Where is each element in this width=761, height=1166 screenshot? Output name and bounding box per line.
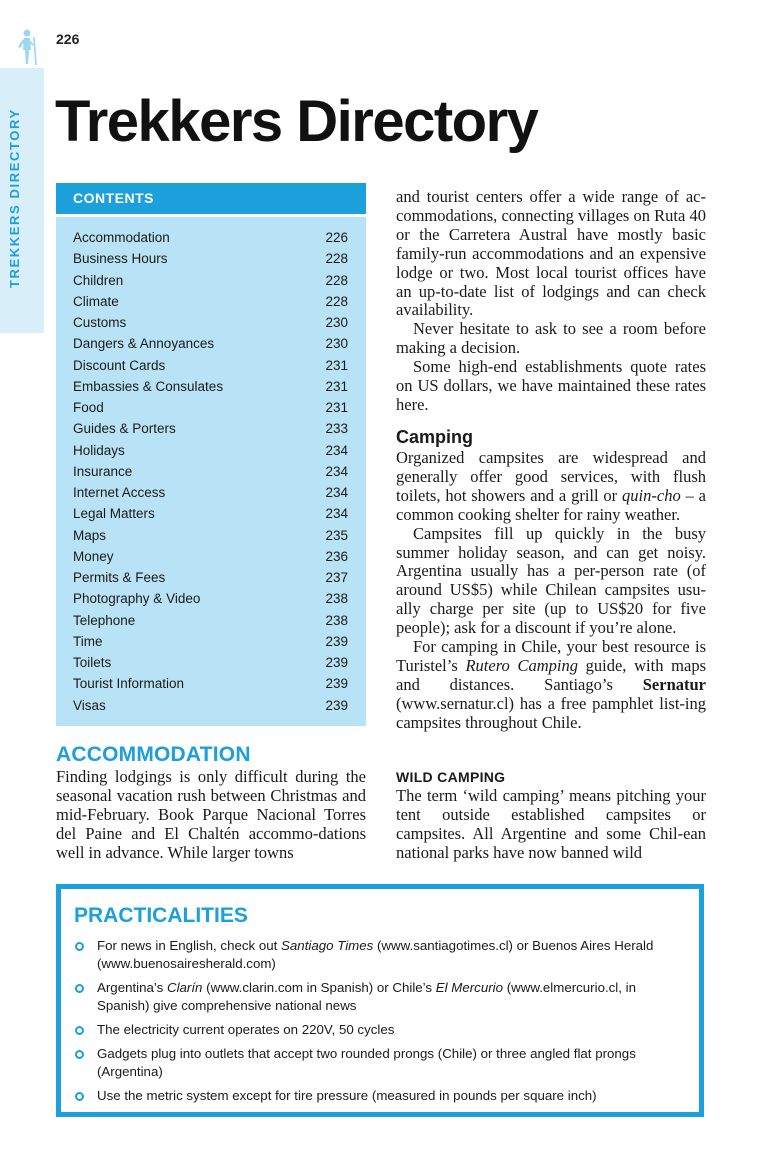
bullet-icon (75, 942, 84, 951)
contents-item-page: 239 (325, 655, 348, 670)
contents-item-page: 236 (325, 548, 348, 564)
wild-camping-heading: WILD CAMPING (396, 769, 506, 785)
contents-item[interactable] (56, 270, 366, 291)
bullet-icon (75, 1050, 84, 1059)
contents-item[interactable] (56, 291, 366, 312)
contents-list (56, 217, 366, 716)
contents-item[interactable] (56, 482, 366, 503)
paragraph: The term ‘wild camping’ means pitching your tent outside established campsites or campsites. All Argentine and some Chil-ean national parks have now banned wild (396, 786, 706, 862)
contents-item-label: Telephone (73, 612, 136, 628)
contents-item-label: Internet Access (73, 485, 166, 500)
list-item: For news in English, check out Santiago Times (www.santiagotimes.cl) or Buenos Aires Herald (www.buenosairesherald.com) (74, 937, 689, 973)
contents-item[interactable] (56, 355, 366, 376)
contents-item-label: Toilets (73, 655, 112, 670)
contents-item-page: 228 (325, 272, 348, 288)
contents-item-label: Discount Cards (73, 357, 166, 373)
accommodation-text-continued (396, 188, 706, 415)
practicalities-list (74, 937, 689, 1111)
contents-item[interactable] (56, 503, 366, 524)
contents-item-page: 235 (325, 527, 348, 543)
contents-item[interactable] (56, 376, 366, 397)
side-tab-label: TREKKERS DIRECTORY (7, 108, 22, 288)
contents-item[interactable] (56, 248, 366, 269)
paragraph: Never hesitate to ask to see a room before making a decision. (396, 319, 706, 358)
camping-heading: Camping (396, 427, 474, 447)
contents-item-label: Children (73, 272, 124, 288)
contents-item[interactable] (56, 461, 366, 482)
contents-item[interactable] (56, 652, 366, 673)
contents-item-page: 239 (325, 697, 348, 713)
accommodation-heading: ACCOMMODATION (56, 743, 251, 766)
contents-item-page: 231 (325, 357, 348, 373)
list-item: Argentina’s Clarín (www.clarin.com in Spanish) or Chile’s El Mercurio (www.elmercurio.cl, in Spanish) give comprehensive national news (74, 979, 689, 1015)
contents-item[interactable] (56, 440, 366, 461)
wild-camping-text (396, 787, 706, 863)
bullet-icon (75, 984, 84, 993)
contents-item-label: Food (73, 400, 104, 415)
contents-box (56, 183, 366, 726)
contents-item[interactable] (56, 397, 366, 418)
contents-item-page: 239 (325, 676, 348, 692)
contents-item-page: 234 (325, 463, 348, 479)
contents-item-label: Permits & Fees (73, 570, 166, 585)
practicalities-heading: PRACTICALITIES (74, 904, 248, 927)
contents-item-page: 234 (325, 506, 348, 522)
contents-item[interactable] (56, 588, 366, 609)
list-item: The electricity current operates on 220V, 50 cycles (74, 1021, 689, 1039)
contents-item-label: Dangers & Annoyances (73, 336, 215, 352)
bullet-icon (75, 1026, 84, 1035)
contents-item-page: 237 (325, 570, 348, 585)
contents-item[interactable] (56, 631, 366, 652)
contents-item[interactable] (56, 418, 366, 439)
contents-item-page: 231 (325, 378, 348, 394)
contents-item-page: 234 (325, 485, 348, 500)
accommodation-text (56, 768, 366, 863)
contents-item-label: Maps (73, 527, 107, 543)
paragraph: For camping in Chile, your best resource is Turistel’s Rutero Camping guide, with maps and distances. Santiago’s Sernatur (www.sernatur.cl) has a free pamphlet list-ing campsites throughout Chile. (396, 637, 706, 732)
contents-item-label: Legal Matters (73, 506, 155, 522)
paragraph: Campsites fill up quickly in the busy summer holiday season, and can get noisy. Argentina usually has a per-person rate (of around US$5) while Chilean campsites usu-ally charge per site (up to US$20 for five people); ask for a discount if you’re alone. (396, 523, 706, 638)
paragraph: and tourist centers offer a wide range of ac-commodations, connecting villages on Ruta 40 or the Carretera Austral have mostly basic family-run accommodations and an expensive lodge or two. Most local tourist offices have an up-to-date list of lodgings and can check availability. (396, 187, 706, 320)
contents-item-label: Guides & Porters (73, 421, 176, 437)
contents-item-label: Customs (73, 315, 127, 330)
contents-item-label: Time (73, 633, 103, 649)
contents-header: CONTENTS (56, 183, 366, 217)
camping-text (396, 449, 706, 733)
contents-item-label: Holidays (73, 442, 125, 458)
contents-item[interactable] (56, 567, 366, 588)
contents-item[interactable] (56, 333, 366, 354)
contents-item[interactable] (56, 227, 366, 248)
contents-item[interactable] (56, 312, 366, 333)
contents-item-label: Accommodation (73, 230, 170, 245)
contents-item-page: 226 (325, 230, 348, 245)
contents-item-page: 230 (325, 336, 348, 352)
contents-item-label: Money (73, 548, 114, 564)
contents-item[interactable] (56, 525, 366, 546)
contents-item-label: Embassies & Consulates (73, 378, 224, 394)
contents-item-label: Insurance (73, 463, 133, 479)
contents-item-label: Tourist Information (73, 676, 185, 692)
paragraph: Organized campsites are widespread and generally offer good services, with flush toilets, hot showers and a grill or quin-cho – a common cooking shelter for rainy weather. (396, 448, 706, 524)
practicalities-box (56, 884, 704, 1117)
contents-item-page: 239 (325, 633, 348, 649)
contents-item-label: Visas (73, 697, 106, 713)
list-item: Gadgets plug into outlets that accept two rounded prongs (Chile) or three angled flat prongs (Argentina) (74, 1045, 689, 1081)
paragraph: Finding lodgings is only difficult during the seasonal vacation rush between Christmas and mid-February. Book Parque Nacional Torres del Paine and El Chaltén accommo-dations well in advance. While larger towns (56, 767, 366, 862)
page-title: Trekkers Directory (55, 89, 538, 154)
contents-item-page: 231 (325, 400, 348, 415)
contents-item-page: 230 (325, 315, 348, 330)
contents-item-page: 234 (325, 442, 348, 458)
contents-item-label: Photography & Video (73, 591, 201, 607)
bullet-icon (75, 1092, 84, 1101)
contents-item[interactable] (56, 695, 366, 716)
paragraph: Some high-end establishments quote rates on US dollars, we have maintained these rates here. (396, 357, 706, 414)
contents-item-page: 238 (325, 591, 348, 607)
page-number: 226 (56, 31, 80, 47)
contents-item-label: Climate (73, 293, 119, 309)
contents-item[interactable] (56, 546, 366, 567)
contents-item-page: 228 (325, 293, 348, 309)
contents-item[interactable] (56, 673, 366, 694)
contents-item-page: 238 (325, 612, 348, 628)
contents-item-label: Business Hours (73, 251, 168, 267)
contents-item-page: 228 (325, 251, 348, 267)
contents-item-page: 233 (325, 421, 348, 437)
hiker-icon (14, 28, 40, 66)
list-item: Use the metric system except for tire pressure (measured in pounds per square inch) (74, 1087, 689, 1105)
contents-item[interactable] (56, 610, 366, 631)
